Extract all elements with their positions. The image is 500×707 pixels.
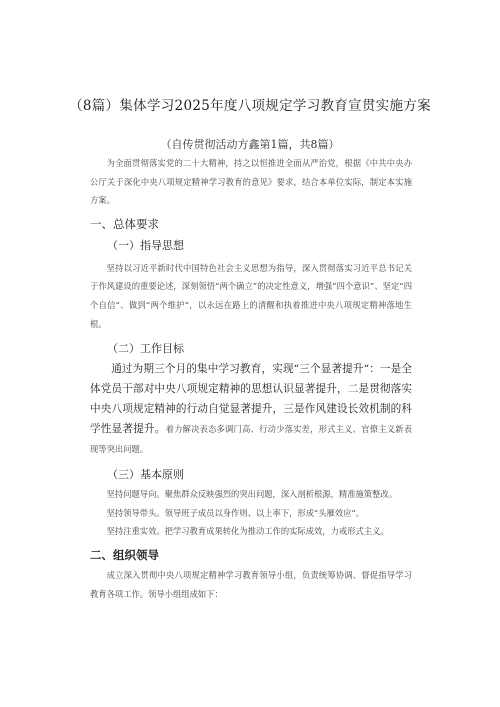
work-goals-paragraph bbox=[0, 359, 500, 459]
section-heading-organization: 二、组织领导 bbox=[90, 547, 159, 562]
section-heading-general: 一、总体要求 bbox=[90, 216, 159, 231]
principle-item: 坚持注重实效。把学习教育成果转化为推动工作的实际成效，力戒形式主义。 bbox=[106, 526, 389, 537]
work-goals-main-text: 通过为期三个月的集中学习教育，实现“三个显著提升“：一是全体党员干部对中央八项规定精神的思想认识显著提升，二是贯彻落实中央八项规定精神的行动自觉显著提升，三是作风建设长效机制的科学性显著提升。 bbox=[90, 363, 412, 436]
guiding-thought-paragraph: 坚持以习近平新时代中国特色社会主义思想为指导，深入贯彻落实习近平总书记关于作风建设的重要论述，深刻领悟“两个确立”的决定性意义，增强“四个意识”、坚定“四个自信“、做到“两个维护“，以永远在路上的清醒和执着推进中央八项规定精神落地生根。 bbox=[90, 262, 412, 329]
organization-paragraph: 成立深入贯彻中央八项规定精神学习教育领导小组，负责统筹协调、督促指导学习教育各项工作。领导小组组成如下： bbox=[90, 569, 412, 599]
work-goals-trailing-text: 着力解决表态多调门高、行动少落实差，形式主义、官僚主义新表现等突出问题。 bbox=[90, 424, 412, 455]
subheading-work-goals: （二）工作目标 bbox=[107, 342, 184, 356]
document-body bbox=[0, 154, 500, 603]
intro-paragraph: 为全面贯彻落实党的二十大精神，持之以恒推进全面从严治党，根据《中共中央办公厅关于深化中央八项规定精神学习教育的意见》要求，结合本单位实际，制定本实施方案。 bbox=[90, 158, 412, 206]
document-title: （8篇）集体学习2025年度八项规定学习教育宣贯实施方案 bbox=[69, 98, 431, 114]
principle-item: 坚持领导带头。领导班子成员以身作则、以上率下，形成“头雁效应“。 bbox=[106, 507, 365, 518]
document-subtitle: （自传贯彻活动方鑫第1篇，共8篇） bbox=[160, 138, 340, 151]
subheading-basic-principles: （三）基本原则 bbox=[107, 468, 184, 482]
principle-item: 坚持问题导向。聚焦群众反映强烈的突出问题，深入剖析根源，精准施策整改。 bbox=[106, 489, 397, 500]
subheading-guiding-thought: （一）指导思想 bbox=[107, 238, 184, 252]
